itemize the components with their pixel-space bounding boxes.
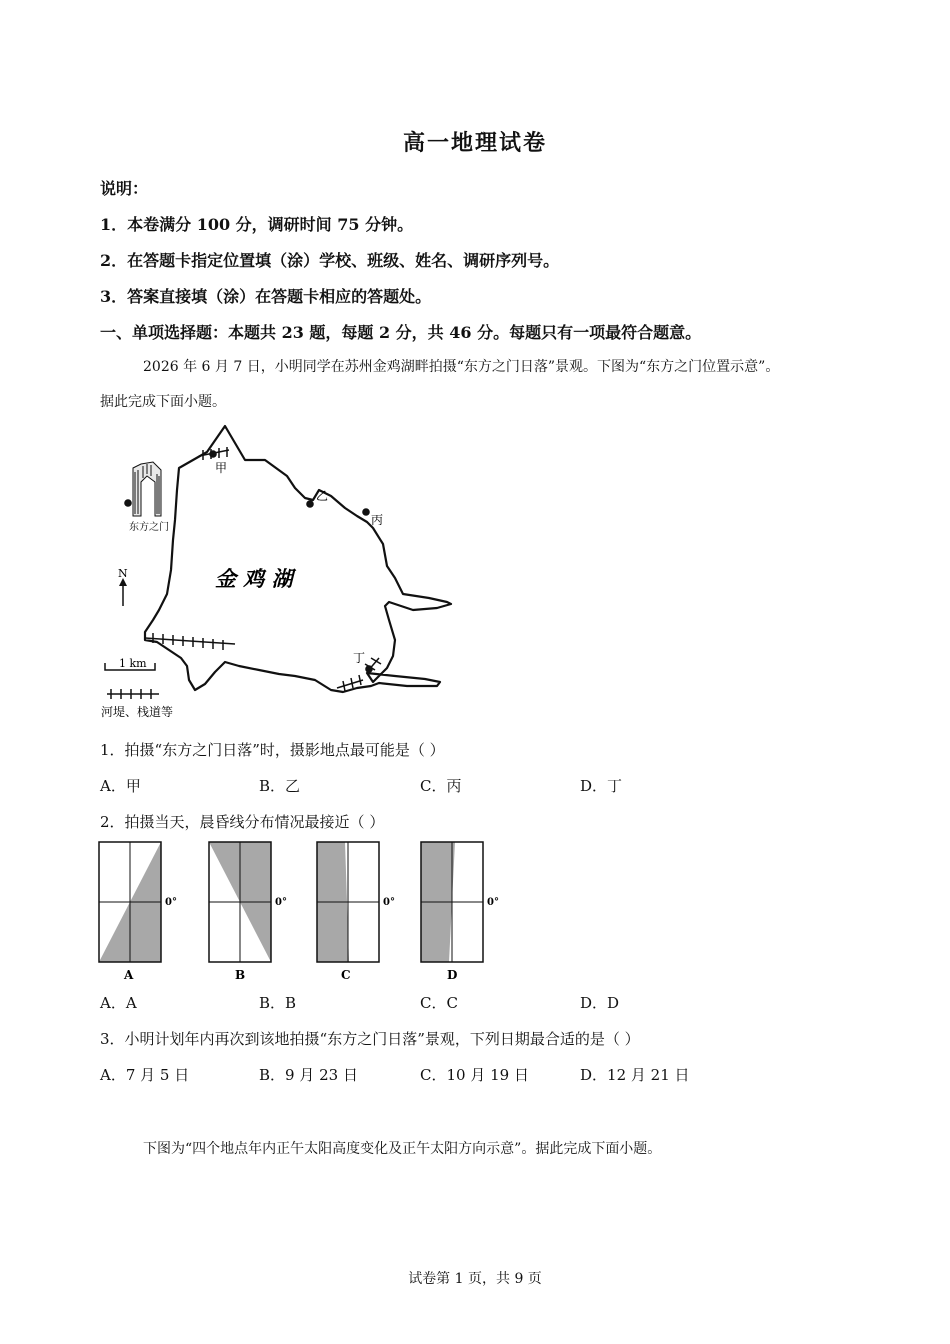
point-bing [362,508,370,516]
question-stem: 3．小明计划年内再次到该地拍摄“东方之门日落”景观，下列日期最合适的是（ ） [100,1030,640,1048]
point-label-jia: 甲 [215,461,228,475]
question-stem: 1．拍摄“东方之门日落”时，摄影地点最可能是（ ） [100,741,445,759]
diagram-label: C [341,968,351,982]
point-label-bing: 丙 [371,513,384,527]
scale-label: 1 km [119,657,147,670]
question-option[interactable]: A．A [100,994,137,1012]
question-option[interactable]: B．乙 [259,777,301,795]
terminator-diagrams [95,838,515,988]
point-label-yi: 乙 [316,489,329,503]
north-label: N [118,567,128,580]
question-option[interactable]: B．9 月 23 日 [259,1066,358,1084]
notes-heading: 说明： [100,179,149,198]
question-option[interactable]: A．甲 [100,777,141,795]
legend-label: 河堤、栈道等 [101,705,174,719]
diagram-label: D [447,968,458,982]
point-yi [306,500,314,508]
question-stem: 2．拍摄当天，晨昏线分布情况最接近（ ） [100,813,385,831]
gate-label: 东方之门 [129,522,169,533]
lake-map-figure [95,420,455,720]
point-label-ding: 丁 [353,651,366,665]
page-footer: 试卷第 1 页，共 9 页 [408,1271,542,1287]
diagram-label: B [235,968,246,982]
equator-label: 0° [275,897,287,908]
diagram-c [317,842,395,982]
note-item: 1．本卷满分 100 分，调研时间 75 分钟。 [100,215,414,234]
note-item: 2．在答题卡指定位置填（涂）学校、班级、姓名、调研序列号。 [100,251,560,270]
gate-point [124,499,132,507]
question-option[interactable]: D．丁 [580,777,623,795]
question-option[interactable]: C．丙 [420,777,462,795]
diagram-d [421,842,499,982]
page-title: 高一地理试卷 [402,130,547,156]
gate-building-icon [133,462,161,516]
legend-embankment-symbol [107,689,159,699]
equator-label: 0° [165,897,177,908]
diagram-a [99,842,177,982]
note-item: 3．答案直接填（涂）在答题卡相应的答题处。 [100,287,432,306]
lake-name: 金 鸡 湖 [215,566,293,591]
point-ding [365,665,373,673]
north-arrow-icon [119,578,127,606]
equator-label: 0° [383,897,395,908]
equator-label: 0° [487,897,499,908]
question-option[interactable]: B．B [259,994,297,1012]
question-option[interactable]: D．12 月 21 日 [580,1066,690,1084]
point-jia [209,450,217,458]
section-heading: 一、单项选择题：本题共 23 题，每题 2 分，共 46 分。每题只有一项最符合题意。 [100,323,702,342]
question-option[interactable]: A．7 月 5 日 [100,1066,190,1084]
diagram-b [209,842,287,982]
intro-text-cont: 据此完成下面小题。 [100,394,226,410]
question-option[interactable]: D．D [580,994,620,1012]
question-option[interactable]: C．10 月 19 日 [420,1066,529,1084]
question-option[interactable]: C．C [420,994,458,1012]
next-intro-text: 下图为“四个地点年内正午太阳高度变化及正午太阳方向示意”。据此完成下面小题。 [143,1141,662,1157]
intro-text: 2026 年 6 月 7 日，小明同学在苏州金鸡湖畔拍摄“东方之门日落”景观。下图为“东方之门位置示意”。 [143,359,780,375]
lake-shoreline [145,426,451,692]
diagram-label: A [124,968,134,982]
